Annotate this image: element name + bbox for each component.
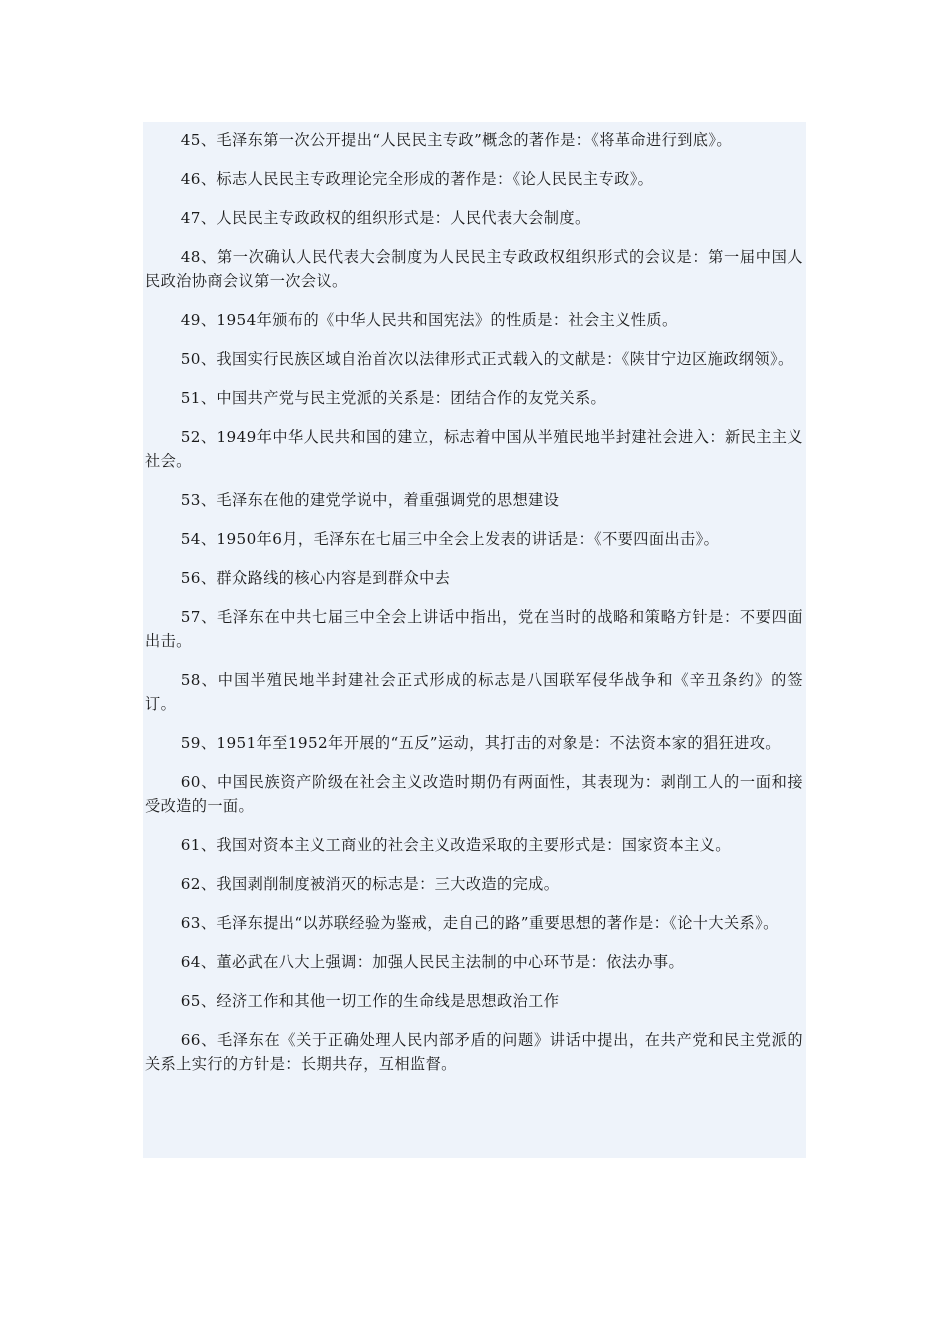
paragraph-57: 57、毛泽东在中共七届三中全会上讲话中指出，党在当时的战略和策略方针是：不要四面出击。 (145, 608, 803, 650)
paragraph-60: 60、中国民族资产阶级在社会主义改造时期仍有两面性，其表现为：剥削工人的一面和接受改造的一面。 (145, 773, 803, 815)
paragraph-54: 54、1950年6月，毛泽东在七届三中全会上发表的讲话是：《不要四面出击》。 (180, 530, 720, 548)
paragraph-56: 56、群众路线的核心内容是到群众中去 (180, 569, 451, 587)
paragraph-50: 50、我国实行民族区域自治首次以法律形式正式载入的文献是：《陕甘宁边区施政纲领》。 (180, 350, 794, 368)
paragraph-46: 46、标志人民民主专政理论完全形成的著作是：《论人民民主专政》。 (180, 170, 654, 188)
paragraph-48: 48、第一次确认人民代表大会制度为人民民主专政政权组织形式的会议是：第一届中国人民政治协商会议第一次会议。 (145, 248, 803, 290)
paragraph-65: 65、经济工作和其他一切工作的生命线是思想政治工作 (180, 992, 560, 1010)
paragraph-53: 53、毛泽东在他的建党学说中，着重强调党的思想建设 (180, 491, 560, 509)
paragraph-51: 51、中国共产党与民主党派的关系是：团结合作的友党关系。 (180, 389, 607, 407)
paragraph-63: 63、毛泽东提出“以苏联经验为鉴戒，走自己的路”重要思想的著作是：《论十大关系》。 (180, 914, 779, 932)
paragraph-62: 62、我国剥削制度被消灭的标志是：三大改造的完成。 (180, 875, 560, 893)
paragraph-59: 59、1951年至1952年开展的“五反”运动，其打击的对象是：不法资本家的猖狂进攻。 (180, 734, 781, 752)
paragraph-52: 52、1949年中华人民共和国的建立，标志着中国从半殖民地半封建社会进入：新民主主义社会。 (145, 428, 803, 470)
highlighted-text-block (143, 122, 806, 1158)
paragraph-61: 61、我国对资本主义工商业的社会主义改造采取的主要形式是：国家资本主义。 (180, 836, 731, 854)
paragraph-66: 66、毛泽东在《关于正确处理人民内部矛盾的问题》讲话中提出，在共产党和民主党派的关系上实行的方针是：长期共存，互相监督。 (145, 1031, 803, 1073)
paragraph-64: 64、董必武在八大上强调：加强人民民主法制的中心环节是：依法办事。 (180, 953, 685, 971)
paragraph-58: 58、中国半殖民地半封建社会正式形成的标志是八国联军侵华战争和《辛丑条约》的签订。 (145, 671, 803, 713)
paragraph-45: 45、毛泽东第一次公开提出“人民民主专政”概念的著作是：《将革命进行到底》。 (180, 131, 732, 149)
paragraph-49: 49、1954年颁布的《中华人民共和国宪法》的性质是：社会主义性质。 (180, 311, 678, 329)
paragraph-47: 47、人民民主专政政权的组织形式是：人民代表大会制度。 (180, 209, 591, 227)
